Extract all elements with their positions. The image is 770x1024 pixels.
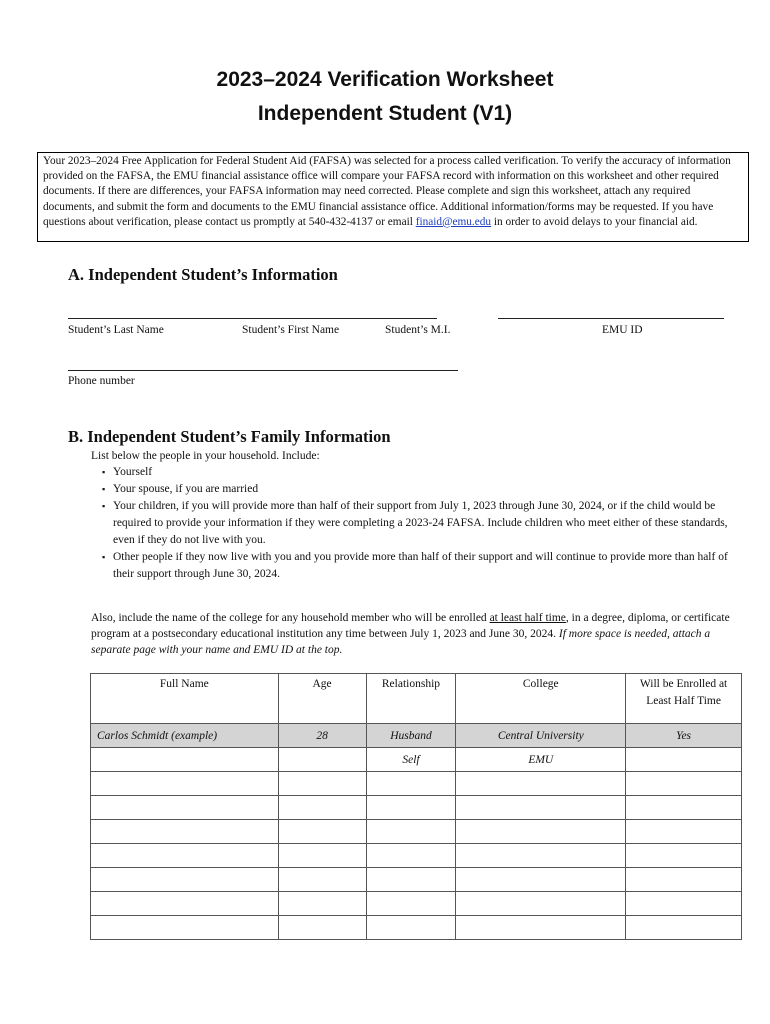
list-item: ▪ Yourself (92, 464, 732, 481)
list-item: ▪ Your children, if you will provide more than half of their support from July 1, 2023 through June 30, 2024, or if the child would be required to provide your information if they were completing a 2023-24 FAFSA. Include children who meet either of these standards, even if they do not live with you. (92, 498, 732, 549)
age-cell[interactable] (278, 796, 366, 820)
full-name-header: Full Name (91, 674, 279, 724)
age-cell[interactable] (278, 772, 366, 796)
relationship-cell[interactable] (366, 892, 456, 916)
age-header: Age (278, 674, 366, 724)
college-cell[interactable] (456, 892, 626, 916)
table-row (91, 844, 742, 868)
example-relationship: Husband (366, 724, 456, 748)
college-header: College (456, 674, 626, 724)
intro-text: Your 2023–2024 Free Application for Federal Student Aid (FAFSA) was selected for a process called verification. To verify the accuracy of information provided on the FAFSA, the EMU financial assistance office will compare your FAFSA record with information on this worksheet and other required documents. If there are differences, your FAFSA information may need corrected. Please complete and sign this worksheet, attach any required documents, and submit the form and documents to the EMU financial assistance office. Additional information/forms may be requested. If you have questions about verification, please contact us promptly at 540-432-4137 or email (43, 155, 731, 228)
half-time-cell[interactable] (626, 916, 742, 940)
relationship-cell[interactable] (366, 772, 456, 796)
table-row (91, 772, 742, 796)
self-relationship: Self (366, 748, 456, 772)
relationship-cell[interactable] (366, 844, 456, 868)
intro-text-after: in order to avoid delays to your financial aid. (491, 215, 698, 228)
table-row (91, 868, 742, 892)
example-name: Carlos Schmidt (example) (91, 724, 279, 748)
half-time-cell[interactable] (626, 868, 742, 892)
list-item: ▪ Other people if they now live with you and you provide more than half of their support and will continue to provide more than half of their support through June 30, 2024. (92, 549, 732, 583)
self-half-time-cell[interactable] (626, 748, 742, 772)
table-row (91, 892, 742, 916)
age-cell[interactable] (278, 916, 366, 940)
name-cell[interactable] (91, 892, 279, 916)
first-name-label: Student’s First Name (242, 324, 340, 336)
email-link[interactable]: finaid@emu.edu (415, 215, 492, 228)
name-cell[interactable] (91, 868, 279, 892)
self-college: EMU (456, 748, 626, 772)
emu-id-line[interactable] (498, 318, 724, 319)
example-age: 28 (278, 724, 366, 748)
example-half-time: Yes (626, 724, 742, 748)
page-subtitle: Independent Student (V1) (257, 102, 513, 125)
student-name-line[interactable] (68, 318, 437, 319)
last-name-label: Student’s Last Name (68, 324, 164, 336)
page-title: 2023–2024 Verification Worksheet (216, 68, 554, 91)
relationship-cell[interactable] (366, 796, 456, 820)
half-time-cell[interactable] (626, 772, 742, 796)
half-time-header: Will be Enrolled at Least Half Time (626, 674, 742, 724)
age-cell[interactable] (278, 868, 366, 892)
name-cell[interactable] (91, 916, 279, 940)
half-time-cell[interactable] (626, 892, 742, 916)
phone-line[interactable] (68, 370, 458, 371)
more-space-note: If more space is needed, attach a separate page with your name and EMU ID at the top. (91, 628, 711, 656)
section-a-heading: A. Independent Student’s Information (68, 265, 338, 284)
college-cell[interactable] (456, 820, 626, 844)
table-row (91, 748, 742, 772)
section-b-heading: B. Independent Student’s Family Information (68, 427, 391, 446)
half-time-cell[interactable] (626, 844, 742, 868)
intro-box (37, 152, 749, 242)
name-cell[interactable] (91, 772, 279, 796)
table-row (91, 820, 742, 844)
college-instructions (91, 610, 736, 658)
relationship-cell[interactable] (366, 868, 456, 892)
list-item: ▪ Your spouse, if you are married (92, 481, 732, 498)
self-name-cell[interactable] (91, 748, 279, 772)
table-row (91, 916, 742, 940)
college-cell[interactable] (456, 772, 626, 796)
household-bullet-list (92, 464, 732, 583)
example-college: Central University (456, 724, 626, 748)
self-age-cell[interactable] (278, 748, 366, 772)
half-time-cell[interactable] (626, 796, 742, 820)
college-cell[interactable] (456, 844, 626, 868)
age-cell[interactable] (278, 844, 366, 868)
phone-label: Phone number (68, 375, 135, 387)
relationship-cell[interactable] (366, 820, 456, 844)
household-table (90, 673, 742, 940)
table-row (91, 796, 742, 820)
instructions-text-2: , in a degree, diploma, or certificate program at a postsecondary educational institution any time between July 1, 2023 and June 30, 2024. (91, 612, 730, 640)
emu-id-label: EMU ID (602, 324, 643, 336)
name-cell[interactable] (91, 796, 279, 820)
half-time-cell[interactable] (626, 820, 742, 844)
example-row (91, 724, 742, 748)
relationship-cell[interactable] (366, 916, 456, 940)
college-cell[interactable] (456, 868, 626, 892)
instructions-text: Also, include the name of the college for any household member who will be enrolled (91, 612, 490, 624)
age-cell[interactable] (278, 892, 366, 916)
college-cell[interactable] (456, 796, 626, 820)
relationship-header: Relationship (366, 674, 456, 724)
name-cell[interactable] (91, 844, 279, 868)
mi-label: Student’s M.I. (385, 324, 451, 336)
name-cell[interactable] (91, 820, 279, 844)
college-cell[interactable] (456, 916, 626, 940)
household-intro: List below the people in your household. Include: (91, 450, 320, 462)
half-time-underlined: at least half time (489, 612, 566, 624)
age-cell[interactable] (278, 820, 366, 844)
table-header-row (91, 674, 742, 724)
